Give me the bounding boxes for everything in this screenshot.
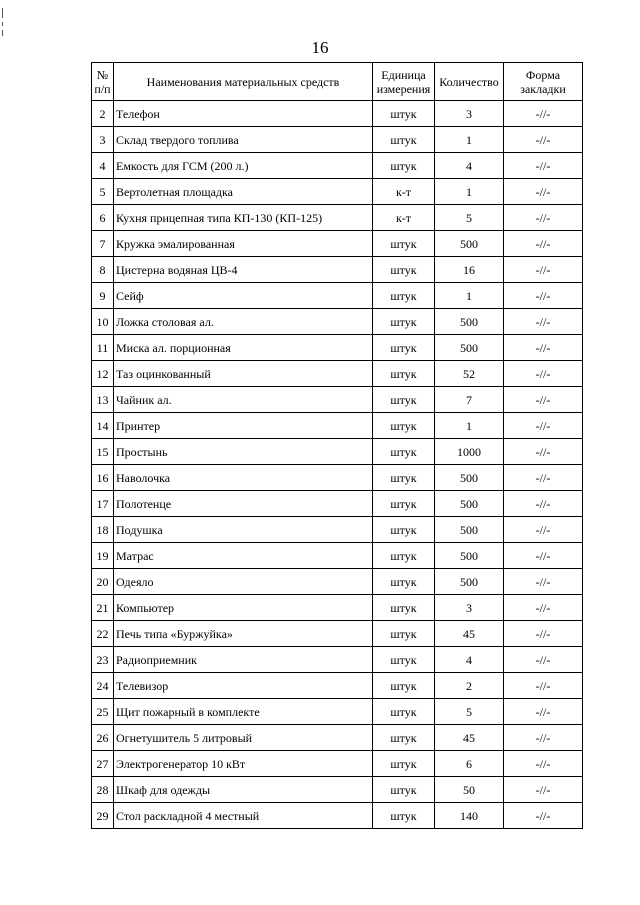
cell-num: 17 (92, 491, 114, 517)
cell-num: 23 (92, 647, 114, 673)
table-row (92, 387, 583, 413)
cell-form: -//- (504, 101, 583, 127)
table-row (92, 543, 583, 569)
cell-name: Ложка столовая ал. (114, 309, 373, 335)
table-row (92, 491, 583, 517)
cell-name: Принтер (114, 413, 373, 439)
cell-qty: 5 (435, 699, 504, 725)
cell-form: -//- (504, 699, 583, 725)
table-row (92, 751, 583, 777)
cell-num: 19 (92, 543, 114, 569)
cell-name: Матрас (114, 543, 373, 569)
cell-unit: штук (373, 621, 435, 647)
cell-num: 24 (92, 673, 114, 699)
table-row (92, 127, 583, 153)
cell-name: Кухня прицепная типа КП-130 (КП-125) (114, 205, 373, 231)
cell-qty: 500 (435, 517, 504, 543)
table-row (92, 517, 583, 543)
cell-unit: штук (373, 491, 435, 517)
cell-name: Склад твердого топлива (114, 127, 373, 153)
cell-name: Огнетушитель 5 литровый (114, 725, 373, 751)
cell-num: 13 (92, 387, 114, 413)
cell-form: -//- (504, 465, 583, 491)
cell-num: 2 (92, 101, 114, 127)
cell-num: 9 (92, 283, 114, 309)
cell-num: 25 (92, 699, 114, 725)
cell-unit: штук (373, 127, 435, 153)
cell-qty: 1 (435, 179, 504, 205)
cell-qty: 500 (435, 231, 504, 257)
table-row (92, 153, 583, 179)
page-number: 16 (311, 38, 329, 57)
table-row (92, 569, 583, 595)
cell-name: Телевизор (114, 673, 373, 699)
cell-name: Емкость для ГСМ (200 л.) (114, 153, 373, 179)
table-row (92, 465, 583, 491)
cell-num: 27 (92, 751, 114, 777)
cell-unit: штук (373, 257, 435, 283)
cell-form: -//- (504, 569, 583, 595)
cell-qty: 3 (435, 101, 504, 127)
header-unit: Единица измерения (373, 63, 435, 101)
table-row (92, 621, 583, 647)
header-num: № п/п (92, 63, 114, 101)
cell-name: Печь типа «Буржуйка» (114, 621, 373, 647)
table-row (92, 595, 583, 621)
table-row (92, 257, 583, 283)
cell-form: -//- (504, 439, 583, 465)
cell-num: 15 (92, 439, 114, 465)
cell-qty: 500 (435, 543, 504, 569)
header-name: Наименования материальных средств (114, 63, 373, 101)
cell-name: Полотенце (114, 491, 373, 517)
cell-form: -//- (504, 543, 583, 569)
cell-name: Простынь (114, 439, 373, 465)
cell-unit: штук (373, 569, 435, 595)
cell-unit: штук (373, 595, 435, 621)
cell-num: 5 (92, 179, 114, 205)
table-header-row (92, 63, 583, 101)
cell-form: -//- (504, 621, 583, 647)
cell-unit: штук (373, 439, 435, 465)
cell-form: -//- (504, 491, 583, 517)
table-row (92, 439, 583, 465)
cell-num: 16 (92, 465, 114, 491)
cell-name: Стол раскладной 4 местный (114, 803, 373, 829)
cell-unit: штук (373, 751, 435, 777)
table-row (92, 231, 583, 257)
cell-name: Наволочка (114, 465, 373, 491)
cell-form: -//- (504, 257, 583, 283)
cell-qty: 500 (435, 335, 504, 361)
cell-form: -//- (504, 777, 583, 803)
table-row (92, 283, 583, 309)
cell-form: -//- (504, 751, 583, 777)
cell-unit: штук (373, 309, 435, 335)
cell-form: -//- (504, 725, 583, 751)
cell-qty: 1 (435, 283, 504, 309)
cell-unit: штук (373, 517, 435, 543)
cell-name: Телефон (114, 101, 373, 127)
table-row (92, 361, 583, 387)
materials-table (91, 62, 583, 829)
cell-form: -//- (504, 283, 583, 309)
cell-unit: штук (373, 543, 435, 569)
cell-qty: 4 (435, 153, 504, 179)
cell-unit: штук (373, 777, 435, 803)
cell-unit: штук (373, 283, 435, 309)
cell-name: Чайник ал. (114, 387, 373, 413)
cell-form: -//- (504, 179, 583, 205)
cell-num: 6 (92, 205, 114, 231)
cell-unit: к-т (373, 179, 435, 205)
cell-num: 7 (92, 231, 114, 257)
table-row (92, 309, 583, 335)
cell-name: Вертолетная площадка (114, 179, 373, 205)
cell-num: 20 (92, 569, 114, 595)
cell-unit: штук (373, 335, 435, 361)
cell-qty: 1000 (435, 439, 504, 465)
cell-name: Подушка (114, 517, 373, 543)
cell-form: -//- (504, 153, 583, 179)
cell-qty: 500 (435, 465, 504, 491)
cell-name: Радиоприемник (114, 647, 373, 673)
cell-qty: 3 (435, 595, 504, 621)
cell-unit: штук (373, 101, 435, 127)
cell-name: Одеяло (114, 569, 373, 595)
cell-qty: 500 (435, 569, 504, 595)
cell-qty: 1 (435, 413, 504, 439)
cell-num: 26 (92, 725, 114, 751)
cell-num: 18 (92, 517, 114, 543)
cell-unit: штук (373, 699, 435, 725)
cell-qty: 500 (435, 491, 504, 517)
cell-form: -//- (504, 413, 583, 439)
cell-form: -//- (504, 231, 583, 257)
cell-unit: штук (373, 387, 435, 413)
table-row (92, 413, 583, 439)
table-row (92, 205, 583, 231)
cell-form: -//- (504, 361, 583, 387)
cell-name: Компьютер (114, 595, 373, 621)
cell-qty: 1 (435, 127, 504, 153)
cell-qty: 7 (435, 387, 504, 413)
cell-num: 12 (92, 361, 114, 387)
cell-num: 21 (92, 595, 114, 621)
cell-form: -//- (504, 335, 583, 361)
cell-qty: 5 (435, 205, 504, 231)
table-row (92, 179, 583, 205)
table-row (92, 803, 583, 829)
cell-name: Щит пожарный в комплекте (114, 699, 373, 725)
header-form: Форма закладки (504, 63, 583, 101)
cell-unit: штук (373, 361, 435, 387)
cell-qty: 45 (435, 621, 504, 647)
cell-name: Миска ал. порционная (114, 335, 373, 361)
cell-num: 3 (92, 127, 114, 153)
cell-unit: штук (373, 673, 435, 699)
header-qty: Количество (435, 63, 504, 101)
cell-unit: штук (373, 803, 435, 829)
cell-unit: к-т (373, 205, 435, 231)
cell-form: -//- (504, 647, 583, 673)
table-row (92, 101, 583, 127)
cell-name: Цистерна водяная ЦВ-4 (114, 257, 373, 283)
table-row (92, 777, 583, 803)
cell-name: Шкаф для одежды (114, 777, 373, 803)
cell-form: -//- (504, 595, 583, 621)
cell-num: 22 (92, 621, 114, 647)
cell-form: -//- (504, 205, 583, 231)
cell-qty: 50 (435, 777, 504, 803)
cell-qty: 4 (435, 647, 504, 673)
cell-num: 4 (92, 153, 114, 179)
cell-unit: штук (373, 647, 435, 673)
cell-name: Кружка эмалированная (114, 231, 373, 257)
cell-qty: 52 (435, 361, 504, 387)
cell-form: -//- (504, 517, 583, 543)
table-body (92, 101, 583, 829)
cell-unit: штук (373, 465, 435, 491)
cell-num: 8 (92, 257, 114, 283)
cell-num: 10 (92, 309, 114, 335)
table-row (92, 335, 583, 361)
cell-num: 14 (92, 413, 114, 439)
table-row (92, 699, 583, 725)
cell-name: Электрогенератор 10 кВт (114, 751, 373, 777)
cell-name: Сейф (114, 283, 373, 309)
binding-margin-marks (2, 0, 4, 40)
cell-form: -//- (504, 673, 583, 699)
cell-form: -//- (504, 387, 583, 413)
table-row (92, 725, 583, 751)
cell-unit: штук (373, 413, 435, 439)
table-row (92, 647, 583, 673)
cell-qty: 6 (435, 751, 504, 777)
cell-unit: штук (373, 231, 435, 257)
cell-unit: штук (373, 725, 435, 751)
cell-form: -//- (504, 309, 583, 335)
cell-qty: 2 (435, 673, 504, 699)
cell-qty: 45 (435, 725, 504, 751)
cell-qty: 16 (435, 257, 504, 283)
table-row (92, 673, 583, 699)
cell-num: 28 (92, 777, 114, 803)
cell-num: 29 (92, 803, 114, 829)
cell-unit: штук (373, 153, 435, 179)
cell-qty: 140 (435, 803, 504, 829)
cell-name: Таз оцинкованный (114, 361, 373, 387)
cell-num: 11 (92, 335, 114, 361)
cell-qty: 500 (435, 309, 504, 335)
cell-form: -//- (504, 803, 583, 829)
cell-form: -//- (504, 127, 583, 153)
